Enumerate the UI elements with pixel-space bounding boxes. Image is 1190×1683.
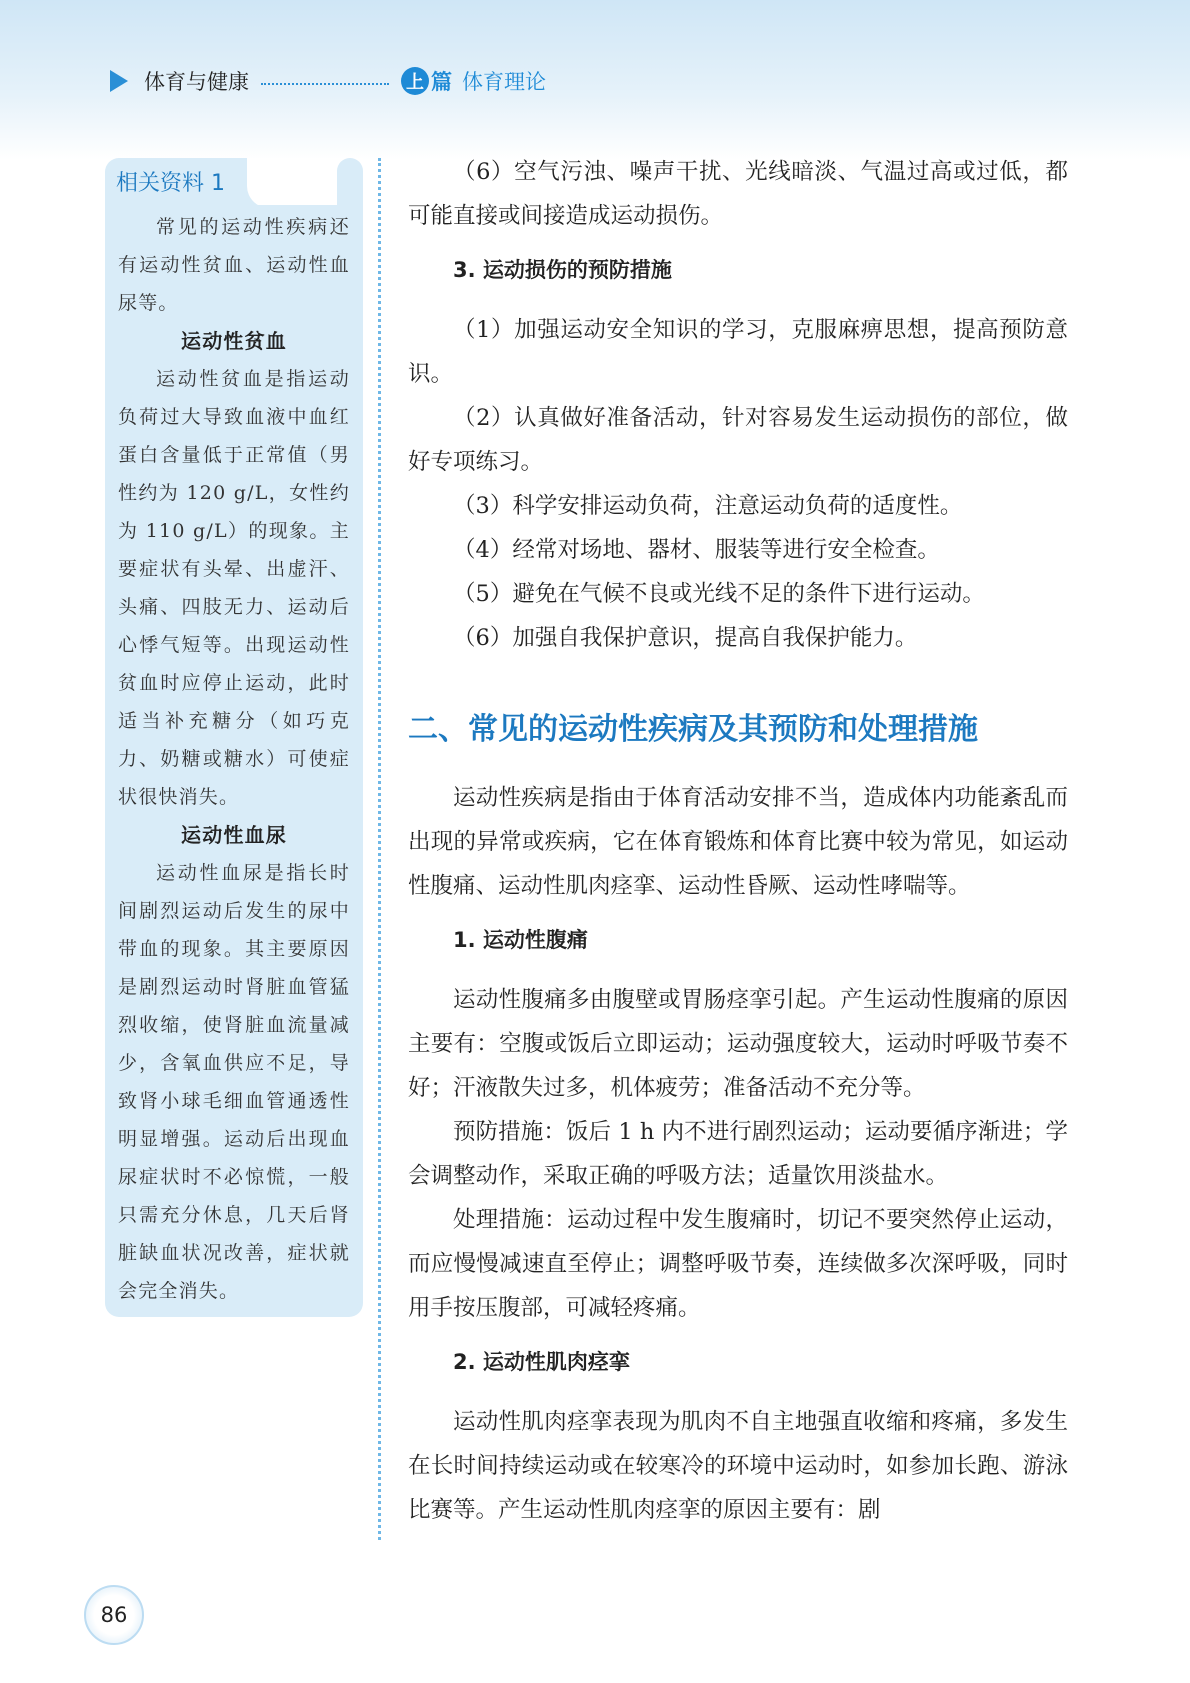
abdominal-cause-paragraph: 运动性腹痛多由腹壁或胃肠痉挛引起。产生运动性腹痛的原因主要有：空腹或饭后立即运动；运动强度较大，运动时呼吸节奏不好；汗液散失过多，机体疲劳；准备活动不充分等。 bbox=[408, 987, 1068, 1101]
prevention-item: （6）加强自我保护意识，提高自我保护能力。 bbox=[453, 625, 918, 651]
abdominal-prevent-paragraph: 预防措施：饭后 1 h 内不进行剧烈运动；运动要循序渐进；学会调整动作，采取正确的呼吸方法；适量饮用淡盐水。 bbox=[408, 1119, 1068, 1189]
anemia-text: 运动性贫血是指运动负荷过大导致血液中血红蛋白含量低于正常值（男性约为 120 g/L，女性约为 110 g/L）的现象。主要症状有头晕、出虚汗、头痛、四肢无力、运动后心悸气短等。出现运动性贫血时应停止运动，此时适当补充糖分（如巧克力、奶糖或糖水）可使症状很快消失。 bbox=[118, 368, 350, 808]
sidebar-tab-label: 相关资料 1 bbox=[116, 171, 225, 196]
hematuria-text: 运动性血尿是指长时间剧烈运动后发生的尿中带血的现象。其主要原因是剧烈运动时肾脏血管猛烈收缩，使肾脏血流量减少，含氧血供应不足，导致肾小球毛细血管通透性明显增强。运动后出现血尿症状时不必惊慌，一般只需充分休息，几天后肾脏缺血状况改善，症状就会完全消失。 bbox=[118, 862, 350, 1302]
column-divider bbox=[378, 158, 381, 1540]
cause-6-paragraph: （6）空气污浊、噪声干扰、光线暗淡、气温过高或过低，都可能直接或间接造成运动损伤。 bbox=[408, 159, 1068, 229]
prevention-item: （3）科学安排运动负荷，注意运动负荷的适度性。 bbox=[453, 493, 963, 519]
triangle-icon bbox=[110, 70, 128, 92]
abdominal-heading: 1. 运动性腹痛 bbox=[453, 928, 588, 952]
section-heading: 二、常见的运动性疾病及其预防和处理措施 bbox=[408, 712, 978, 747]
prevention-heading: 3. 运动损伤的预防措施 bbox=[453, 258, 672, 282]
dotted-leader bbox=[261, 83, 389, 85]
main-content bbox=[408, 150, 1068, 1532]
prevention-item: （5）避免在气候不良或光线不足的条件下进行运动。 bbox=[453, 581, 985, 607]
cramp-paragraph: 运动性肌肉痉挛表现为肌肉不自主地强直收缩和疼痛，多发生在长时间持续运动或在较寒冷的环境中运动时，如参加长跑、游泳比赛等。产生运动性肌肉痉挛的原因主要有：剧 bbox=[408, 1409, 1068, 1523]
hematuria-title: 运动性血尿 bbox=[181, 823, 287, 847]
anemia-title: 运动性贫血 bbox=[181, 329, 287, 353]
intro-paragraph: 运动性疾病是指由于体育活动安排不当，造成体内功能紊乱而出现的异常或疾病，它在体育锻炼和体育比赛中较为常见，如运动性腹痛、运动性肌肉痉挛、运动性昏厥、运动性哮喘等。 bbox=[408, 785, 1068, 899]
part-badge: 上 bbox=[401, 67, 429, 95]
sidebar-content bbox=[118, 208, 350, 1310]
part-label: 篇 bbox=[431, 70, 452, 94]
abdominal-treat-paragraph: 处理措施：运动过程中发生腹痛时，切记不要突然停止运动，而应慢慢减速直至停止；调整呼吸节奏，连续做多次深呼吸，同时用手按压腹部，可减轻疼痛。 bbox=[408, 1207, 1068, 1321]
running-header bbox=[110, 64, 546, 98]
page-number: 86 bbox=[84, 1585, 144, 1645]
prevention-item: （2）认真做好准备活动，针对容易发生运动损伤的部位，做好专项练习。 bbox=[408, 405, 1068, 475]
book-title: 体育与健康 bbox=[144, 70, 249, 94]
section-title: 体育理论 bbox=[462, 70, 546, 94]
prevention-item: （4）经常对场地、器材、服装等进行安全检查。 bbox=[453, 537, 940, 563]
prevention-item: （1）加强运动安全知识的学习，克服麻痹思想，提高预防意识。 bbox=[408, 317, 1068, 387]
sidebar-notch-corner bbox=[337, 158, 363, 206]
sidebar-intro: 常见的运动性疾病还有运动性贫血、运动性血尿等。 bbox=[118, 216, 350, 314]
cramp-heading: 2. 运动性肌肉痉挛 bbox=[453, 1350, 630, 1374]
